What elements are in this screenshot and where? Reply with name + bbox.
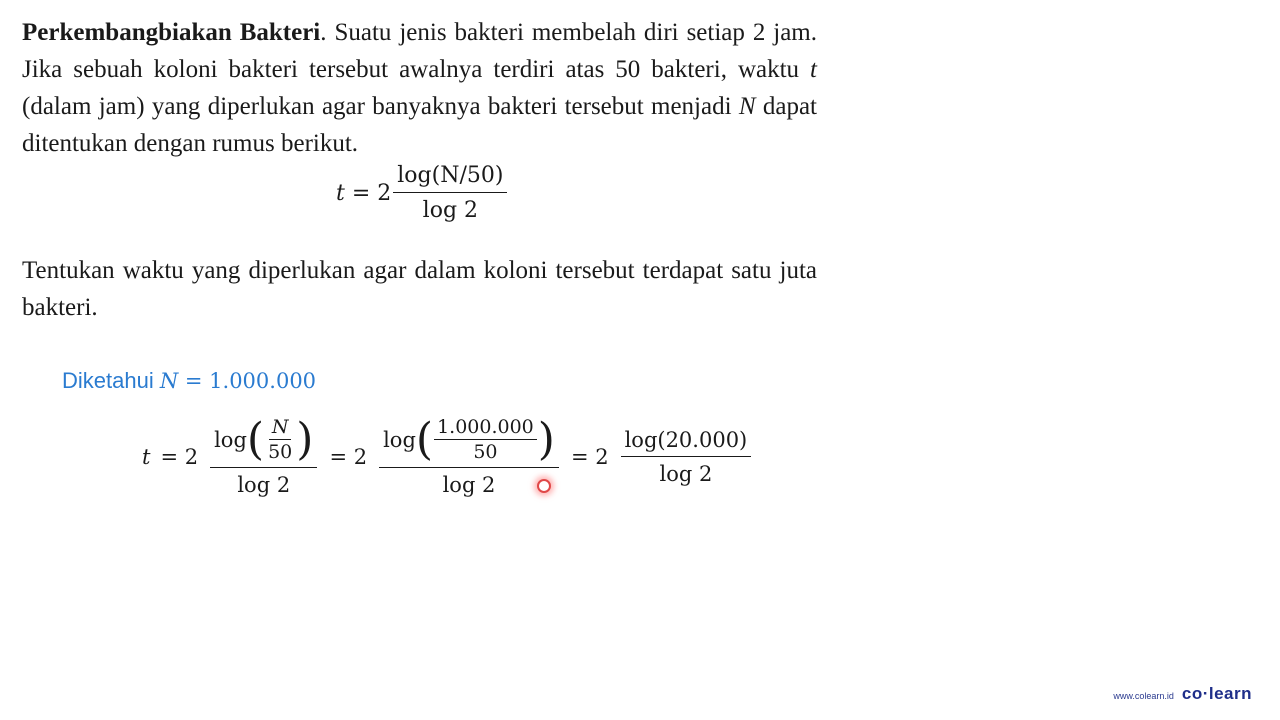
problem-title: Perkembangbiakan Bakteri [22,19,321,46]
paren-left: ( [415,413,434,465]
known-value [62,368,316,394]
paren-right: ) [537,413,555,465]
solution-steps [142,413,753,497]
var-n: N [738,93,756,120]
paren-right: ) [296,413,314,465]
inner-fraction [265,416,295,463]
step2-fraction [379,413,559,497]
step2-denominator: log 2 [442,473,496,497]
step2-numerator [379,413,559,468]
known-var: N [159,369,179,393]
var-t: t [810,56,817,83]
known-number: = 1.000.000 [178,369,317,393]
log-text: log [214,427,247,452]
question-paragraph: Tentukan waktu yang diperlukan agar dalam koloni tersebut terdapat satu juta bakteri. [22,257,817,321]
formula-eq: = 2 [344,180,392,206]
inner-numerator: N [269,416,292,440]
formula-lhs: t [336,180,345,206]
inner-denominator: 50 [473,441,498,463]
solution-lhs: t [142,444,151,469]
step1-numerator [210,413,317,468]
pointer-cursor-icon [537,479,551,493]
problem-paragraph [22,14,817,162]
paren-left: ( [246,413,265,465]
inner-fraction [434,416,537,463]
problem-text: (dalam jam) yang diperlukan agar banyaknya bakteri tersebut menjadi [22,93,739,120]
formula-fraction [393,163,507,223]
watermark [1113,684,1252,704]
given-formula [336,163,509,223]
watermark-url: www.colearn.id [1113,691,1174,701]
step-eq: = 2 [160,444,199,469]
step-eq: = 2 [329,444,368,469]
problem-text: . Suatu jenis bakteri membelah diri setiap 2 jam. Jika sebuah koloni bakteri tersebut awalnya terdiri atas 50 bakteri, waktu [22,19,818,83]
inner-numerator: 1.000.000 [434,416,537,440]
step3-numerator: log(20.000) [621,428,752,457]
formula-numerator: log(N/50) [393,163,507,193]
step3-fraction [621,428,752,486]
log-text: log [383,427,416,452]
step1-fraction [210,413,317,497]
inner-denominator: 50 [268,441,293,463]
step1-denominator: log 2 [237,473,291,497]
step-eq: = 2 [570,444,609,469]
formula-denominator: log 2 [422,198,479,223]
step3-denominator: log 2 [659,461,713,486]
colearn-logo: co·learn [1181,684,1252,703]
known-label: Diketahui [62,368,160,393]
problem-text: dapat ditentukan dengan rumus berikut. [22,93,817,157]
